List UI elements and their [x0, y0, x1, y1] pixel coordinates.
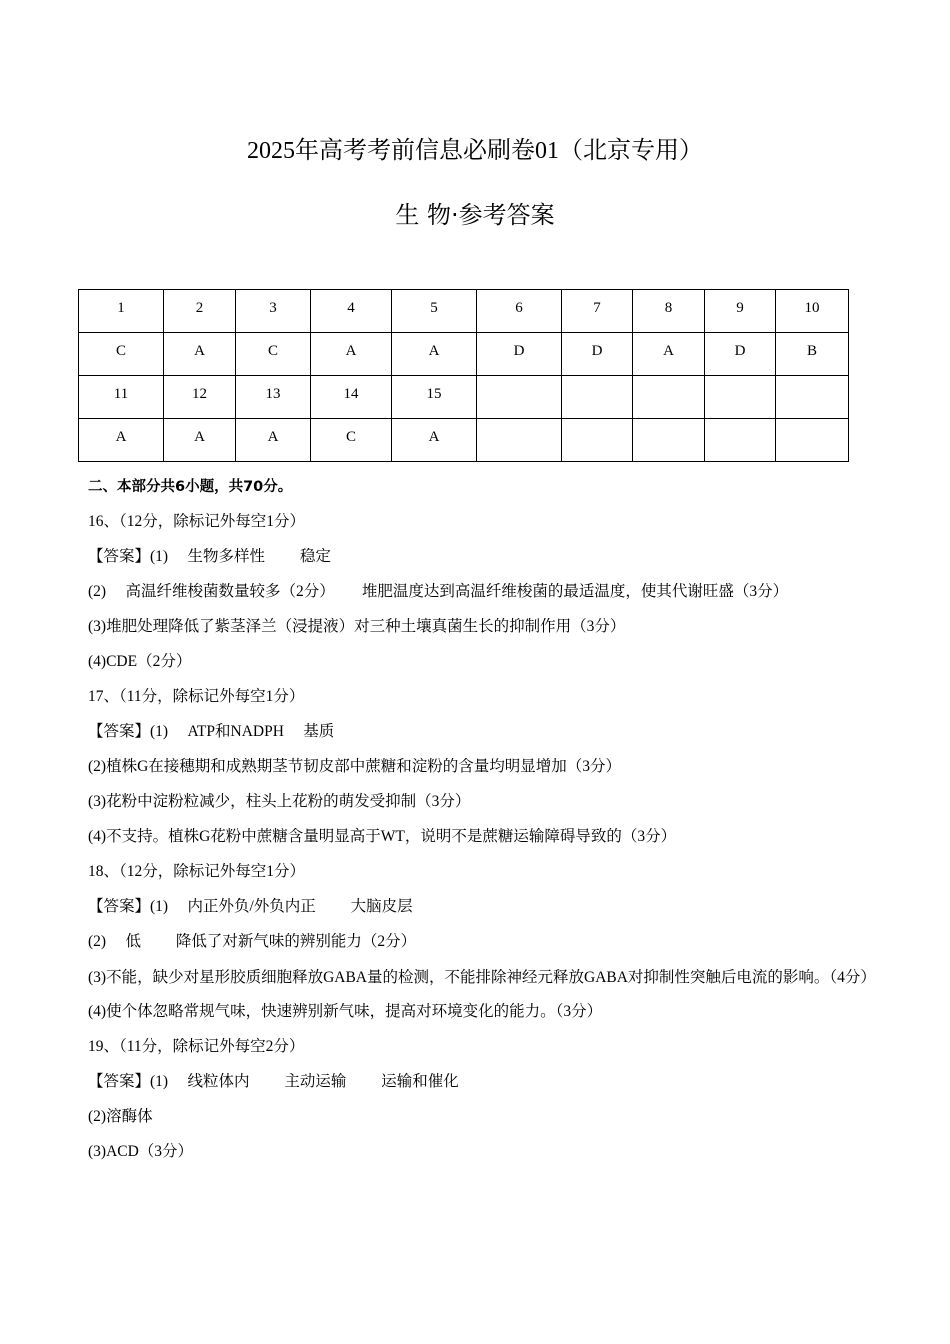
answer-line: 【答案】(1) 线粒体内 主动运输 运输和催化	[88, 1073, 459, 1090]
table-cell: A	[164, 419, 236, 462]
table-cell: 7	[562, 290, 633, 333]
table-row	[79, 376, 849, 419]
table-cell: 14	[311, 376, 392, 419]
table-cell: 9	[705, 290, 776, 333]
answer-line: 16、（12分，除标记外每空1分）	[88, 513, 306, 530]
table-cell: A	[311, 333, 392, 376]
answer-line: (3)不能，缺少对星形胶质细胞释放GABA量的检测，不能排除神经元释放GABA对抑制性突触后电流的影响。（4分）	[88, 969, 876, 986]
table-cell: 1	[79, 290, 164, 333]
table-cell: A	[392, 333, 477, 376]
answer-line: (3)花粉中淀粉粒减少，柱头上花粉的萌发受抑制（3分）	[88, 793, 471, 810]
table-cell: 8	[633, 290, 705, 333]
table-cell	[477, 376, 562, 419]
answer-table	[78, 289, 849, 462]
answer-line: 19、（11分，除标记外每空2分）	[88, 1038, 305, 1055]
table-cell	[705, 419, 776, 462]
page-title: 2025年高考考前信息必刷卷01（北京专用）	[247, 138, 703, 164]
table-cell: D	[705, 333, 776, 376]
table-cell: D	[562, 333, 633, 376]
table-cell: D	[477, 333, 562, 376]
table-cell	[562, 419, 633, 462]
answer-line: (2) 低 降低了对新气味的辨别能力（2分）	[88, 933, 417, 950]
table-cell: C	[236, 333, 311, 376]
table-row	[79, 419, 849, 462]
section-heading: 二、本部分共6小题，共70分。	[88, 479, 293, 495]
answer-line: 【答案】(1) 内正外负/外负内正 大脑皮层	[88, 898, 413, 915]
table-cell: A	[392, 419, 477, 462]
answer-line: (4)不支持。植株G花粉中蔗糖含量明显高于WT，说明不是蔗糖运输障碍导致的（3分）	[88, 828, 677, 845]
answer-line: (3)堆肥处理降低了紫茎泽兰（浸提液）对三种土壤真菌生长的抑制作用（3分）	[88, 618, 626, 635]
table-cell: 11	[79, 376, 164, 419]
section-2	[88, 475, 878, 1175]
table-cell	[705, 376, 776, 419]
table-cell: 13	[236, 376, 311, 419]
answer-line: 18、（12分，除标记外每空1分）	[88, 863, 306, 880]
table-cell: 15	[392, 376, 477, 419]
table-cell	[633, 376, 705, 419]
table-row	[79, 290, 849, 333]
answer-line: (2)溶酶体	[88, 1108, 153, 1125]
table-cell: 2	[164, 290, 236, 333]
table-cell: B	[776, 333, 849, 376]
table-cell: C	[311, 419, 392, 462]
answer-line: (4)使个体忽略常规气味，快速辨别新气味，提高对环境变化的能力。（3分）	[88, 1003, 603, 1020]
table-cell	[633, 419, 705, 462]
table-cell: 12	[164, 376, 236, 419]
table-row	[79, 333, 849, 376]
answer-line: (2) 高温纤维梭菌数量较多（2分） 堆肥温度达到高温纤维梭菌的最适温度，使其代谢旺盛（3分）	[88, 583, 789, 600]
table-cell: A	[79, 419, 164, 462]
page-subtitle: 生 物·参考答案	[395, 201, 555, 229]
answer-line: 17、（11分，除标记外每空1分）	[88, 688, 305, 705]
answer-line: (2)植株G在接穗期和成熟期茎节韧皮部中蔗糖和淀粉的含量均明显增加（3分）	[88, 758, 622, 775]
table-cell: 5	[392, 290, 477, 333]
table-cell	[562, 376, 633, 419]
table-cell	[477, 419, 562, 462]
table-cell	[776, 376, 849, 419]
table-cell: A	[236, 419, 311, 462]
answer-line: (4)CDE（2分）	[88, 653, 192, 670]
answer-line: 【答案】(1) ATP和NADPH 基质	[88, 723, 335, 740]
answer-line: (3)ACD（3分）	[88, 1143, 194, 1160]
table-cell: A	[164, 333, 236, 376]
table-cell: A	[633, 333, 705, 376]
table-cell: 10	[776, 290, 849, 333]
table-cell: C	[79, 333, 164, 376]
table-cell: 6	[477, 290, 562, 333]
table-cell: 3	[236, 290, 311, 333]
table-cell	[776, 419, 849, 462]
answer-line: 【答案】(1) 生物多样性 稳定	[88, 548, 331, 565]
table-cell: 4	[311, 290, 392, 333]
